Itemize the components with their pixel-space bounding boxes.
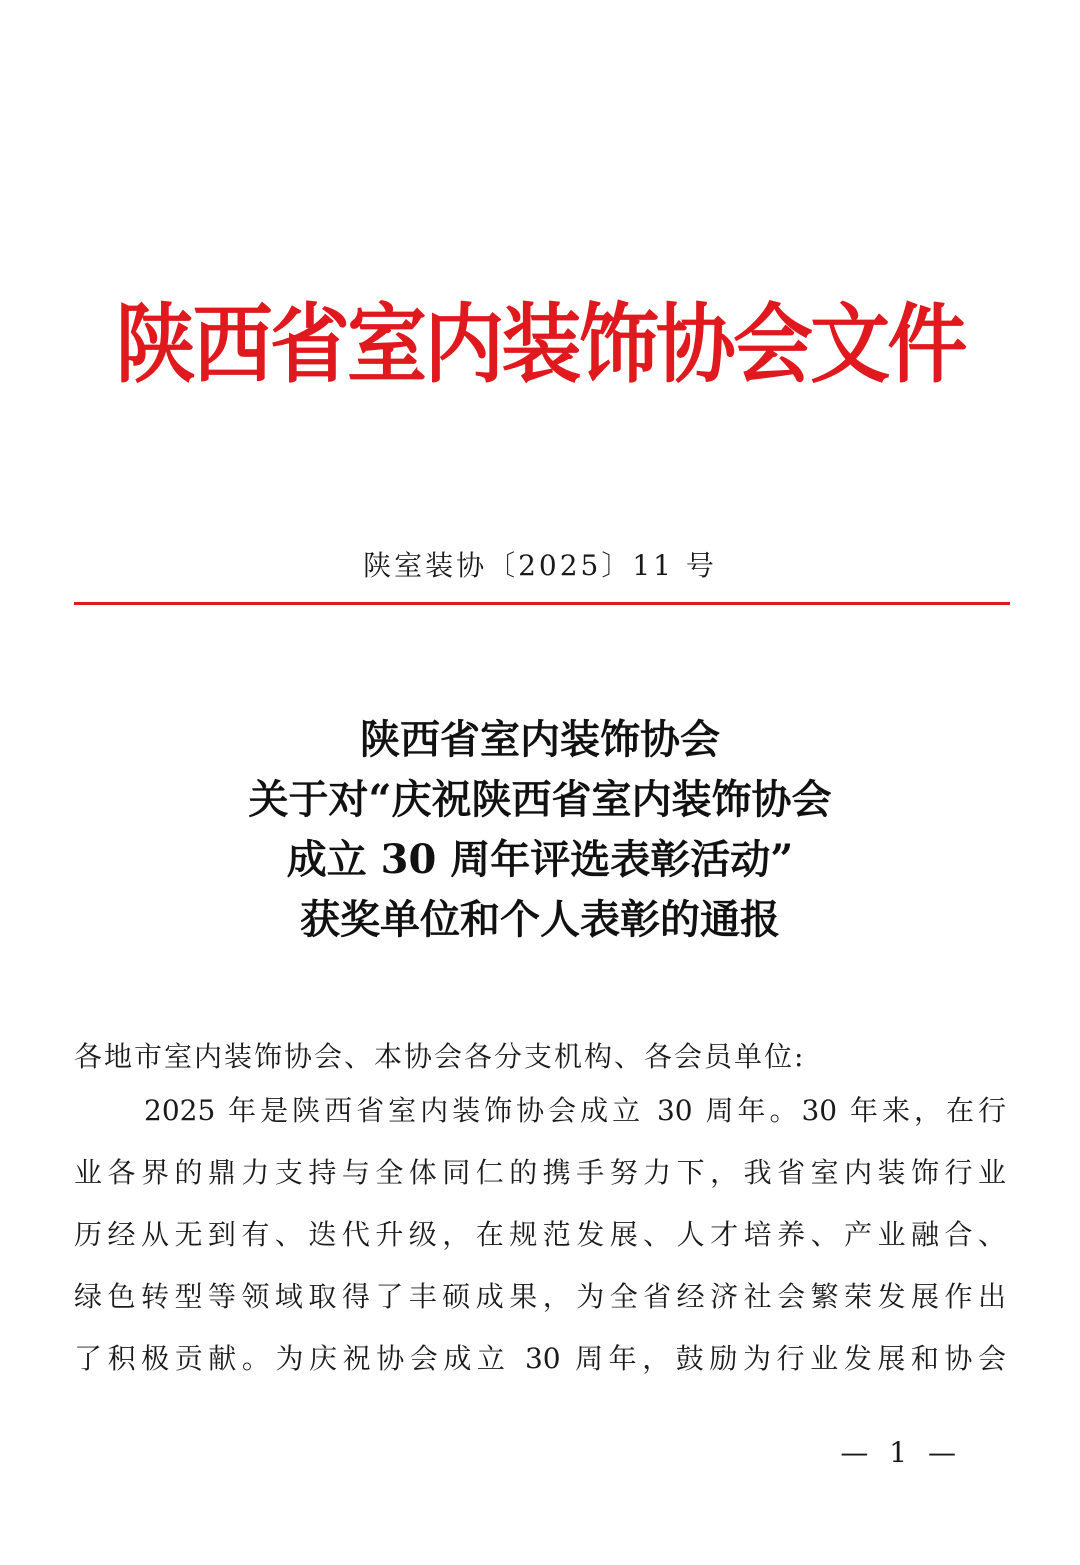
title-line-3: 成立 30 周年评选表彰活动” [286,836,794,883]
title-line-4: 获奖单位和个人表彰的通报 [300,896,780,943]
notice-title [0,710,1080,950]
body-line-3: 历经从无到有、迭代升级，在规范发展、人才培养、产业融合、 [74,1218,1006,1251]
body-line-5: 了积极贡献。为庆祝协会成立 30 周年，鼓励为行业发展和协会 [74,1342,1006,1375]
title-line-2: 关于对“庆祝陕西省室内装饰协会 [248,776,832,823]
title-line-1: 陕西省室内装饰协会 [360,716,720,763]
salutation: 各地市室内装饰协会、本协会各分支机构、各会员单位: [74,1040,806,1073]
body-line-4: 绿色转型等领域取得了丰硕成果，为全省经济社会繁荣发展作出 [74,1280,1006,1313]
page-number: — 1 — [840,1436,962,1469]
document-masthead: 陕西省室内装饰协会文件 [115,294,965,395]
document-number: 陕室装协〔2025〕11 号 [363,549,717,582]
body-line-2: 业各界的鼎力支持与全体同仁的携手努力下，我省室内装饰行业 [74,1156,1006,1189]
red-divider-rule [74,602,1010,605]
body-line-1: 2025 年是陕西省室内装饰协会成立 30 周年。30 年来，在行 [144,1094,1006,1127]
